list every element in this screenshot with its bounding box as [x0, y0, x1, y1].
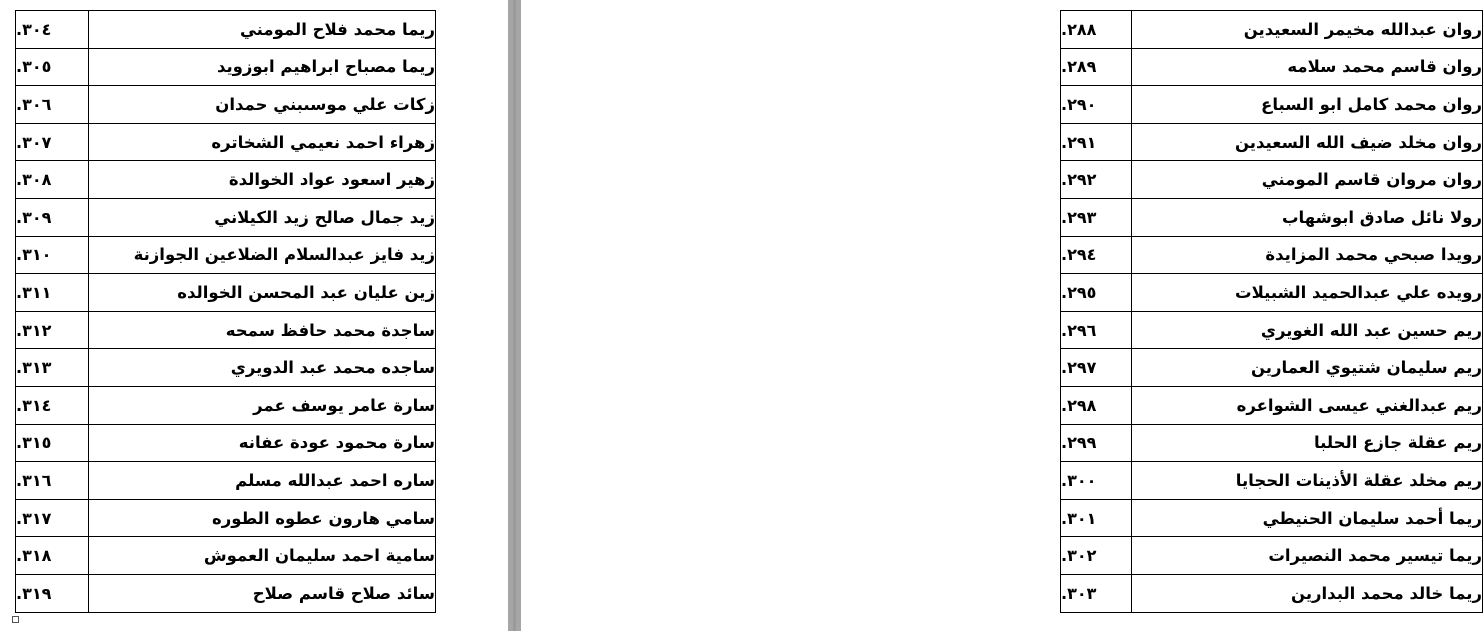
- student-name: روان قاسم محمد سلامه: [1132, 48, 1483, 86]
- student-name: سارة عامر يوسف عمر: [89, 386, 436, 424]
- table-row: [1061, 537, 1483, 575]
- row-number: ٣٠٥.: [16, 48, 89, 86]
- row-number: ٣١٣.: [16, 349, 89, 387]
- names-table-right: [1060, 10, 1483, 613]
- names-table-left: [15, 10, 436, 613]
- row-number: ٢٩٧.: [1061, 349, 1132, 387]
- student-name: زين عليان عبد المحسن الخوالده: [89, 274, 436, 312]
- student-name: ساجده محمد عبد الدويري: [89, 349, 436, 387]
- table-row: [1061, 386, 1483, 424]
- document-page-left: [0, 0, 508, 631]
- row-number: ٣١٦.: [16, 462, 89, 500]
- table-row: [1061, 48, 1483, 86]
- row-number: ٣٠٠.: [1061, 462, 1132, 500]
- student-name: روان عبدالله مخيمر السعيدين: [1132, 11, 1483, 49]
- student-name: روان مخلد ضيف الله السعيدين: [1132, 123, 1483, 161]
- row-number: ٣١٤.: [16, 386, 89, 424]
- student-name: زهراء احمد نعيمي الشخاتره: [89, 123, 436, 161]
- student-name: زيد فايز عبدالسلام الضلاعين الجوازنة: [89, 236, 436, 274]
- row-number: ٢٩١.: [1061, 123, 1132, 161]
- table-row: [1061, 236, 1483, 274]
- table-row: [1061, 11, 1483, 49]
- table-row: [1061, 574, 1483, 612]
- student-name: ريما خالد محمد البدارين: [1132, 574, 1483, 612]
- student-name: روان محمد كامل ابو السباع: [1132, 86, 1483, 124]
- table-row: [16, 161, 436, 199]
- student-name: سامي هارون عطوه الطوره: [89, 499, 436, 537]
- row-number: ٣١٥.: [16, 424, 89, 462]
- table-row: [16, 311, 436, 349]
- table-row: [16, 86, 436, 124]
- student-name: ريما أحمد سليمان الحنيطي: [1132, 499, 1483, 537]
- page-corner-marker: [12, 616, 19, 623]
- table-row: [1061, 274, 1483, 312]
- student-name: ريم عبدالغني عيسى الشواعره: [1132, 386, 1483, 424]
- student-name: ريم عقلة جازع الحلبا: [1132, 424, 1483, 462]
- row-number: ٢٨٩.: [1061, 48, 1132, 86]
- student-name: ريم حسين عبد الله الغويري: [1132, 311, 1483, 349]
- table-row: [1061, 198, 1483, 236]
- table-row: [1061, 311, 1483, 349]
- student-name: زيد جمال صالح زيد الكيلاني: [89, 198, 436, 236]
- row-number: ٣٠٩.: [16, 198, 89, 236]
- table-row: [16, 236, 436, 274]
- table-row: [1061, 349, 1483, 387]
- student-name: ريما محمد فلاح المومني: [89, 11, 436, 49]
- table-row: [16, 274, 436, 312]
- row-number: ٢٩٩.: [1061, 424, 1132, 462]
- table-row: [16, 386, 436, 424]
- row-number: ٢٩٦.: [1061, 311, 1132, 349]
- row-number: ٢٩٨.: [1061, 386, 1132, 424]
- row-number: ٣١٠.: [16, 236, 89, 274]
- row-number: ٣٠٣.: [1061, 574, 1132, 612]
- student-name: سامية احمد سليمان العموش: [89, 537, 436, 575]
- table-row: [1061, 424, 1483, 462]
- table-row: [16, 349, 436, 387]
- row-number: ٢٨٨.: [1061, 11, 1132, 49]
- student-name: سارة محمود عودة عفانه: [89, 424, 436, 462]
- student-name: ريما مصباح ابراهيم ابوزويد: [89, 48, 436, 86]
- row-number: ٢٩٤.: [1061, 236, 1132, 274]
- student-name: رويده علي عبدالحميد الشبيلات: [1132, 274, 1483, 312]
- table-row: [1061, 499, 1483, 537]
- student-name: زهير اسعود عواد الخوالدة: [89, 161, 436, 199]
- row-number: ٢٩٠.: [1061, 86, 1132, 124]
- table-row: [1061, 123, 1483, 161]
- student-name: رولا نائل صادق ابوشهاب: [1132, 198, 1483, 236]
- row-number: ٣١١.: [16, 274, 89, 312]
- row-number: ٢٩٢.: [1061, 161, 1132, 199]
- student-name: ريما تيسير محمد النصيرات: [1132, 537, 1483, 575]
- student-name: روان مروان قاسم المومني: [1132, 161, 1483, 199]
- table-row: [16, 574, 436, 612]
- student-name: زكات علي موسىبني حمدان: [89, 86, 436, 124]
- student-name: سائد صلاح قاسم صلاح: [89, 574, 436, 612]
- row-number: ٣١٧.: [16, 499, 89, 537]
- student-name: ساجدة محمد حافظ سمحه: [89, 311, 436, 349]
- row-number: ٣٠٤.: [16, 11, 89, 49]
- row-number: ٣١٨.: [16, 537, 89, 575]
- student-name: ريم سليمان شتيوي العمارين: [1132, 349, 1483, 387]
- table-row: [1061, 161, 1483, 199]
- table-row: [16, 499, 436, 537]
- table-row: [16, 424, 436, 462]
- page-gutter-divider: [513, 0, 516, 631]
- row-number: ٢٩٣.: [1061, 198, 1132, 236]
- student-name: ريم مخلد عقلة الأذينات الحجايا: [1132, 462, 1483, 500]
- row-number: ٣٠١.: [1061, 499, 1132, 537]
- table-row: [16, 11, 436, 49]
- table-row: [1061, 462, 1483, 500]
- student-name: رويدا صبحي محمد المزايدة: [1132, 236, 1483, 274]
- table-row: [1061, 86, 1483, 124]
- row-number: ٣٠٢.: [1061, 537, 1132, 575]
- row-number: ٣١٩.: [16, 574, 89, 612]
- row-number: ٢٩٥.: [1061, 274, 1132, 312]
- document-page-right: [521, 0, 1482, 631]
- table-row: [16, 537, 436, 575]
- row-number: ٣٠٧.: [16, 123, 89, 161]
- table-row: [16, 198, 436, 236]
- table-row: [16, 48, 436, 86]
- row-number: ٣١٢.: [16, 311, 89, 349]
- table-row: [16, 462, 436, 500]
- student-name: ساره احمد عبدالله مسلم: [89, 462, 436, 500]
- table-row: [16, 123, 436, 161]
- row-number: ٣٠٨.: [16, 161, 89, 199]
- row-number: ٣٠٦.: [16, 86, 89, 124]
